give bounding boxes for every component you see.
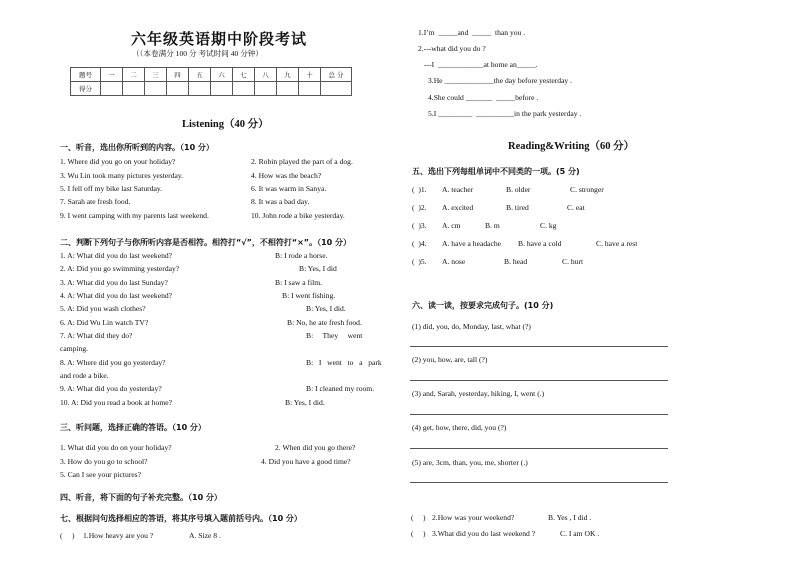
s2-answer: B: Yes, I did. bbox=[306, 304, 346, 313]
reading-writing-heading: Reading&Writing（60 分） bbox=[508, 141, 635, 152]
score-table-score-row bbox=[71, 82, 352, 96]
answer-paren[interactable]: ( )1. bbox=[412, 185, 427, 194]
score-input-cell[interactable] bbox=[145, 82, 167, 96]
s1-item: 7. Sarah ate fresh food. bbox=[60, 197, 131, 206]
s2-answer: B: I went to a park bbox=[306, 358, 382, 367]
score-label-cell: 得分 bbox=[71, 82, 101, 96]
s2-answer: B: They went bbox=[306, 331, 363, 340]
s5-option-b: B. head bbox=[504, 257, 528, 266]
s2-answer: B: I went fishing. bbox=[282, 291, 336, 300]
score-table bbox=[70, 67, 352, 96]
s3-item: 4. Did you have a good time? bbox=[261, 457, 351, 466]
page-title: 六年级英语期中阶段考试 bbox=[131, 30, 308, 48]
s5-option-a: A. nose bbox=[442, 257, 466, 266]
score-header-cell: 九 bbox=[277, 68, 299, 82]
score-input-cell[interactable] bbox=[189, 82, 211, 96]
score-header-cell: 六 bbox=[211, 68, 233, 82]
s2-answer: B: I rode a horse. bbox=[275, 251, 328, 260]
s1-item: 6. It was warm in Sanya. bbox=[251, 184, 327, 193]
s1-item: 1. Where did you go on your holiday? bbox=[60, 157, 176, 166]
s2-question-cont: camping. bbox=[60, 344, 89, 353]
s7-option: B. Yes , I did . bbox=[548, 513, 592, 522]
s6-item: (5) are, 3cm, than, you, me, shorter (.) bbox=[412, 458, 528, 467]
s2-question: 2. A: Did you go swimming yesterday? bbox=[60, 264, 180, 273]
score-header-cell: 一 bbox=[101, 68, 123, 82]
answer-paren[interactable]: ( )3. bbox=[412, 221, 427, 230]
s1-item: 3. Wu Lin took many pictures yesterday. bbox=[60, 171, 184, 180]
s6-item: (4) get, how, there, did, you (?) bbox=[412, 423, 507, 432]
section-7-title: 七、根据问句选择相应的答语，将其序号填入题前括号内。（10 分） bbox=[60, 514, 302, 523]
s1-item: 8. It was a bad day. bbox=[251, 197, 310, 206]
s5-option-c: C. eat bbox=[567, 203, 585, 212]
score-header-cell: 五 bbox=[189, 68, 211, 82]
answer-line[interactable] bbox=[410, 482, 668, 483]
s2-question: 1. A: What did you do last weekend? bbox=[60, 251, 173, 260]
score-input-cell[interactable] bbox=[123, 82, 145, 96]
s2-answer: B: No, he ate fresh food. bbox=[287, 318, 362, 327]
s1-item: 10. John rode a bike yesterday. bbox=[251, 211, 345, 220]
score-input-cell[interactable] bbox=[277, 82, 299, 96]
score-header-cell: 十 bbox=[299, 68, 321, 82]
page-subtitle: （（本卷满分 100 分 考试时间 40 分钟） bbox=[132, 49, 263, 58]
s2-question: 4. A: What did you do last weekend? bbox=[60, 291, 173, 300]
s2-question: 5. A: Did you wash clothes? bbox=[60, 304, 146, 313]
s1-item: 4. How was the beach? bbox=[251, 171, 322, 180]
s5-option-a: A. teacher bbox=[442, 185, 474, 194]
s1-item: 5. I fell off my bike last Saturday. bbox=[60, 184, 163, 193]
answer-paren[interactable]: ( ) bbox=[411, 513, 426, 522]
score-header-cell: 题号 bbox=[71, 68, 101, 82]
s2-answer: B: I saw a film. bbox=[275, 278, 323, 287]
s3-item: 2. When did you go there? bbox=[275, 443, 356, 452]
s2-question: 8. A: Where did you go yesterday? bbox=[60, 358, 166, 367]
s5-option-a: A. have a headache bbox=[442, 239, 502, 248]
fill-line[interactable]: 3.He _____________the day before yesterday . bbox=[428, 76, 573, 85]
s2-question: 6. A: Did Wu Lin watch TV? bbox=[60, 318, 149, 327]
section-4-title: 四、听音，将下面的句子补充完整。（10 分） bbox=[60, 493, 222, 502]
s6-item: (3) and, Sarah, yesterday, hiking, I, went (.) bbox=[412, 389, 545, 398]
s3-item: 3. How do you go to school? bbox=[60, 457, 148, 466]
s2-answer: B: Yes, I did. bbox=[285, 398, 325, 407]
answer-paren[interactable]: ( )4. bbox=[412, 239, 427, 248]
score-input-cell[interactable] bbox=[167, 82, 189, 96]
answer-paren[interactable]: ( )5. bbox=[412, 257, 427, 266]
s2-answer: B: Yes, I did bbox=[299, 264, 337, 273]
s2-question: 7. A: What did they do? bbox=[60, 331, 133, 340]
answer-paren[interactable]: ( ) bbox=[411, 529, 426, 538]
section-2-title: 二、判断下列句子与你所听内容是否相符。相符打“√”，不相符打“×”。（10 分） bbox=[60, 238, 351, 247]
fill-line: 2.---what did you do ? bbox=[418, 44, 486, 53]
answer-paren[interactable]: ( ) bbox=[60, 531, 75, 540]
fill-line[interactable]: 4.She could _______ _____before . bbox=[428, 93, 539, 102]
answer-paren[interactable]: ( )2. bbox=[412, 203, 427, 212]
section-1-title: 一、听音，选出你所听到的内容。（10 分） bbox=[60, 143, 214, 152]
score-header-cell: 总 分 bbox=[321, 68, 352, 82]
s7-question: 1.How heavy are you ? bbox=[83, 531, 154, 540]
score-header-cell: 八 bbox=[255, 68, 277, 82]
s2-question-cont: and rode a bike. bbox=[60, 371, 109, 380]
section-5-title: 五、选出下列每组单词中不同类的一项。(5 分) bbox=[412, 167, 580, 176]
score-input-cell[interactable] bbox=[299, 82, 321, 96]
score-input-cell[interactable] bbox=[211, 82, 233, 96]
s3-item: 5. Can I see your pictures? bbox=[60, 470, 141, 479]
s2-question: 9. A: What did you do yesterday? bbox=[60, 384, 162, 393]
s5-option-a: A. cm bbox=[442, 221, 461, 230]
s6-item: (1) did, you, do, Monday, last, what (?) bbox=[412, 322, 531, 331]
s7-option: C. I am OK . bbox=[560, 529, 600, 538]
score-header-cell: 二 bbox=[123, 68, 145, 82]
answer-line[interactable] bbox=[410, 448, 668, 449]
s5-option-b: B. m bbox=[485, 221, 500, 230]
s6-item: (2) you, how, are, tall (?) bbox=[412, 355, 488, 364]
answer-line[interactable] bbox=[410, 414, 668, 415]
score-input-cell[interactable] bbox=[101, 82, 123, 96]
s5-option-a: A. excited bbox=[442, 203, 474, 212]
s5-option-c: C. hurt bbox=[562, 257, 584, 266]
score-input-cell[interactable] bbox=[255, 82, 277, 96]
score-input-cell[interactable] bbox=[233, 82, 255, 96]
s5-option-c: C. have a rest bbox=[596, 239, 638, 248]
section-3-title: 三、听问题，选择正确的答语。（10 分） bbox=[60, 423, 206, 432]
s3-item: 1. What did you do on your holiday? bbox=[60, 443, 172, 452]
score-table-header-row bbox=[71, 68, 352, 82]
s5-option-c: C. stronger bbox=[570, 185, 604, 194]
answer-line[interactable] bbox=[410, 380, 668, 381]
answer-line[interactable] bbox=[410, 346, 668, 347]
score-input-cell[interactable] bbox=[321, 82, 352, 96]
s5-option-b: B. tired bbox=[506, 203, 529, 212]
s2-question: 3. A: What did you do last Sunday? bbox=[60, 278, 168, 287]
s7-option: A. Size 8 . bbox=[189, 531, 221, 540]
score-header-cell: 七 bbox=[233, 68, 255, 82]
score-header-cell: 四 bbox=[167, 68, 189, 82]
s1-item: 9. I went camping with my parents last weekend. bbox=[60, 211, 209, 220]
s5-option-c: C. kg bbox=[540, 221, 557, 230]
s5-option-b: B. have a cold bbox=[518, 239, 562, 248]
s2-question: 10. A: Did you read a book at home? bbox=[60, 398, 172, 407]
fill-line[interactable]: 1.I’m _____and _____ than you . bbox=[418, 28, 526, 37]
s7-question: 2.How was your weekend? bbox=[432, 513, 515, 522]
s7-question: 3.What did you do last weekend ? bbox=[432, 529, 536, 538]
s1-item: 2. Robin played the part of a dog. bbox=[251, 157, 353, 166]
s5-option-b: B. older bbox=[506, 185, 531, 194]
s2-answer: B: I cleaned my room. bbox=[306, 384, 375, 393]
fill-line[interactable]: ---I ____________at home an_____. bbox=[424, 60, 538, 69]
score-header-cell: 三 bbox=[145, 68, 167, 82]
fill-line[interactable]: 5.I _________ __________in the park yesterday . bbox=[428, 109, 582, 118]
listening-heading: Listening（40 分） bbox=[182, 119, 269, 130]
section-6-title: 六、读一读，按要求完成句子。(10 分) bbox=[412, 301, 554, 310]
